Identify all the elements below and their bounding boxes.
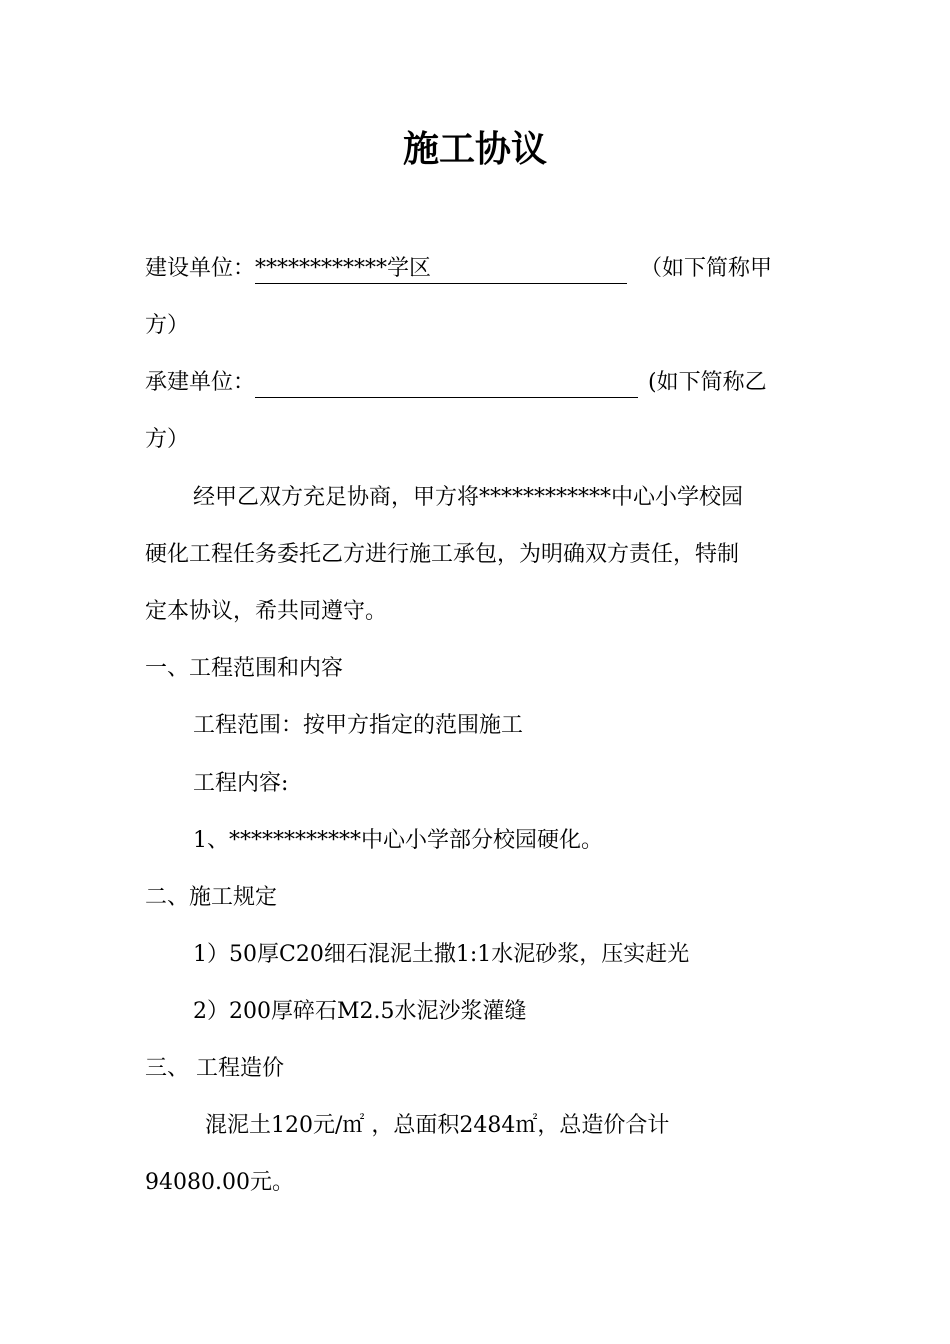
section3-price-line-2: 94080.00元。 bbox=[145, 1170, 294, 1195]
party-b-line bbox=[145, 368, 638, 398]
section2-rule-2: 2）200厚碎石M2.5水泥沙浆灌缝 bbox=[193, 999, 527, 1024]
party-b-label: 承建单位： bbox=[145, 370, 256, 395]
party-b-note-cont: 方） bbox=[145, 427, 190, 452]
intro-line-3: 定本协议，希共同遵守。 bbox=[145, 599, 388, 624]
section3-heading: 三、 工程造价 bbox=[145, 1056, 284, 1081]
section1-scope: 工程范围：按甲方指定的范围施工 bbox=[193, 713, 524, 738]
section1-heading: 一、工程范围和内容 bbox=[145, 656, 344, 681]
section2-rule-1: 1）50厚C20细石混泥土撒1:1水泥砂浆，压实赶光 bbox=[193, 942, 690, 967]
party-a-value: ************学区 bbox=[255, 255, 627, 284]
party-a-note-cont: 方） bbox=[145, 313, 190, 338]
section1-content-label: 工程内容: bbox=[193, 771, 289, 796]
party-b-value bbox=[255, 369, 638, 398]
document-title: 施工协议 bbox=[402, 128, 547, 170]
section2-heading: 二、施工规定 bbox=[145, 885, 278, 910]
intro-line-2: 硬化工程任务委托乙方进行施工承包，为明确双方责任，特制 bbox=[145, 542, 740, 567]
party-b-note: (如下简称乙 bbox=[648, 370, 767, 395]
party-a-label: 建设单位： bbox=[145, 256, 256, 281]
party-a-note: （如下简称甲 bbox=[640, 256, 773, 281]
section1-item-1: 1、************中心小学部分校园硬化。 bbox=[193, 828, 603, 853]
intro-line-1: 经甲乙双方充足协商，甲方将************中心小学校园 bbox=[193, 485, 744, 510]
section3-price-line-1: 混泥土120元/㎡ ，总面积2484㎡，总造价合计 bbox=[205, 1113, 670, 1138]
party-a-line bbox=[145, 254, 627, 284]
